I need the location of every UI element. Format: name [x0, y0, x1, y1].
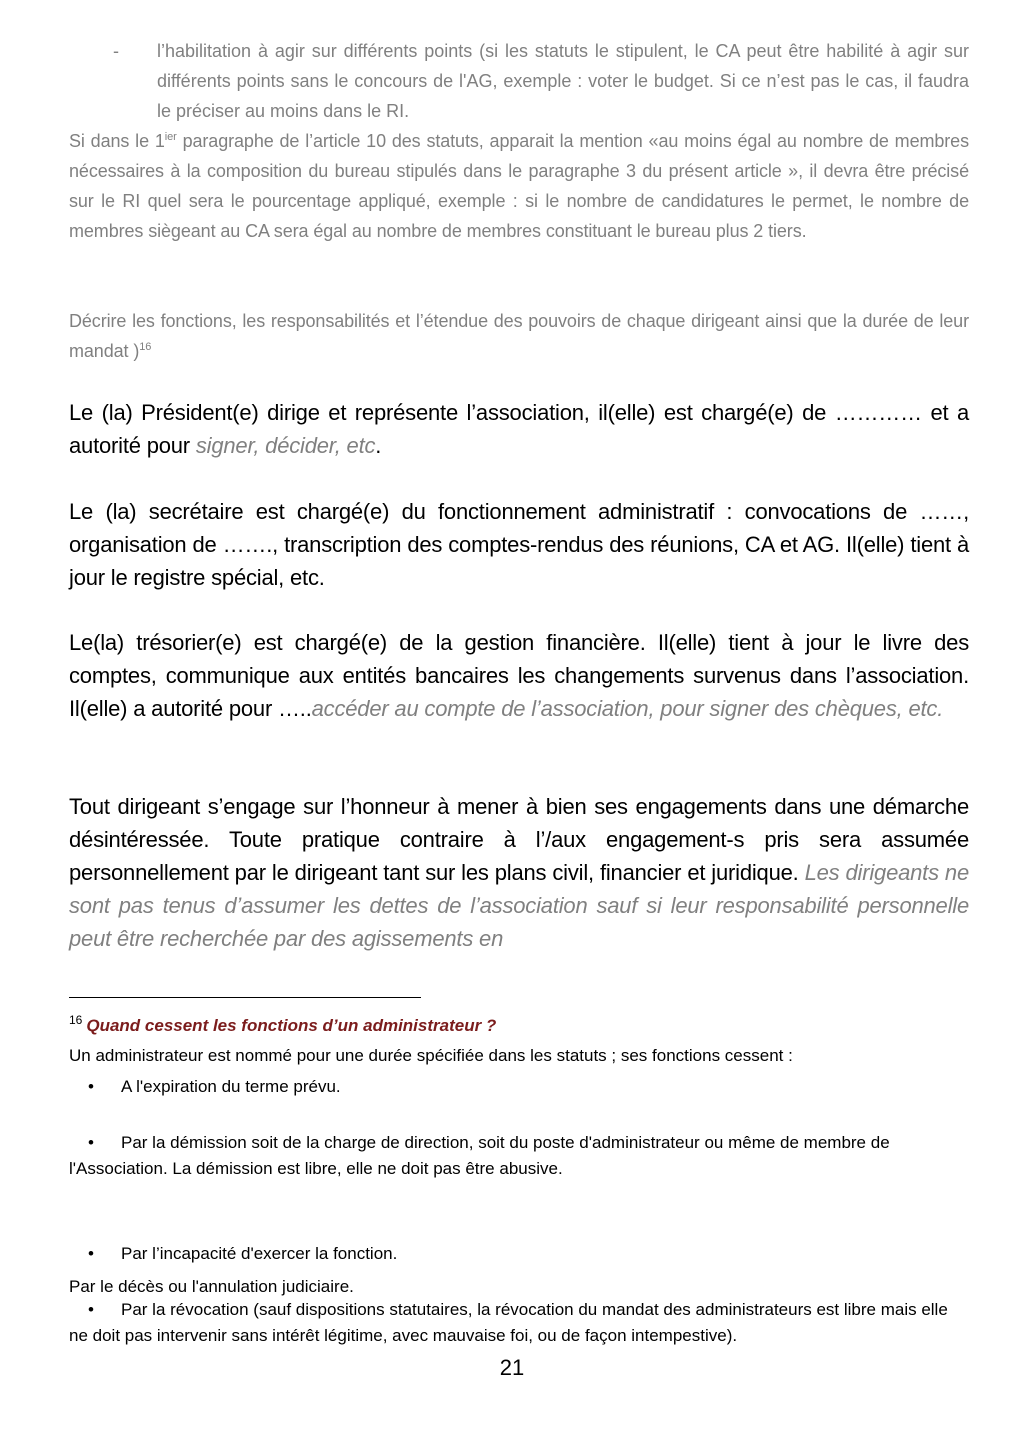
describe-paragraph — [69, 306, 969, 366]
dash-marker: - — [113, 41, 119, 61]
bullet-marker: • — [88, 1300, 94, 1319]
secretary-paragraph — [69, 495, 969, 594]
treasurer-paragraph — [69, 626, 969, 725]
ordinal-superscript: ier — [164, 131, 177, 143]
intro-text-rest: paragraphe de l’article 10 des statuts, apparait la mention «au moins égal au nombre de membres nécessaires à la composition du bureau stipulés dans le paragraphe 3 du présent article », il devra être précisé sur le RI quel sera le pourcentage appliqué, exemple : si le nombre de candidatures le permet, le nombre de membres siègeant au CA sera égal au nombre de membres constituant le bureau plus 2 tiers. — [69, 131, 969, 241]
bullet-text: Par la démission soit de la charge de direction, soit du poste d'administrateur ou même de membre de l'Association. La démission est libre, elle ne doit pas être abusive. — [69, 1133, 890, 1178]
footnote-number: 16 — [69, 1013, 83, 1028]
footnote-reference: 16 — [139, 341, 152, 353]
bullet-marker: • — [88, 1133, 94, 1152]
dash-list-item — [113, 36, 969, 126]
bullet-marker: • — [88, 1077, 94, 1096]
president-text-end: . — [375, 433, 382, 458]
footnote-last-line — [69, 1274, 969, 1300]
treasurer-italic-text: accéder au compte de l’association, pour signer des chèques, etc. — [311, 696, 944, 721]
president-italic-text: signer, décider, etc — [195, 433, 376, 458]
footnote-bullet-3 — [69, 1241, 969, 1267]
treasurer-text: Le(la) trésorier(e) est chargé(e) de la gestion financière. Il(elle) tient à jour le livre des comptes, communique aux entités bancaires les changements survenus dans l’association. Il(elle) a autorité pour ….. — [69, 630, 969, 721]
footnote-bullet-4 — [69, 1297, 969, 1349]
dash-item-text: l’habilitation à agir sur différents points (si les statuts le stipulent, le CA peut être habilité à agir sur différents points sans le concours de l'AG, exemple : voter le budget. Si ce n’est pas le cas, il faudra le préciser au moins dans le RI. — [157, 41, 969, 121]
president-paragraph — [69, 396, 969, 462]
footnote-title: Quand cessent les fonctions d’un administrateur ? — [86, 1016, 497, 1035]
intro-text-start: Si dans le 1 — [69, 131, 165, 151]
footnote-bullet-2 — [69, 1130, 969, 1182]
bullet-text: Par l’incapacité d'exercer la fonction. — [121, 1244, 398, 1263]
footnote-intro — [69, 1043, 969, 1069]
secretary-text: Le (la) secrétaire est chargé(e) du fonctionnement administratif : convocations de ……, organisation de ……., transcription des comptes-rendus des réunions, CA et AG. Il(elle) tient à jour le registre spécial, etc. — [69, 499, 969, 590]
describe-text: Décrire les fonctions, les responsabilités et l’étendue des pouvoirs de chaque dirigeant ainsi que la durée de leur mandat ) — [69, 311, 969, 361]
leader-italic-text: Les dirigeants ne sont pas tenus d’assumer les dettes de l’association sauf si leur responsabilité personnelle peut être recherchée par des agissements en — [69, 860, 969, 951]
footnote-intro-text: Un administrateur est nommé pour une durée spécifiée dans les statuts ; ses fonctions cessent : — [69, 1046, 793, 1065]
intro-paragraph — [69, 126, 969, 246]
footnote-separator — [69, 997, 421, 998]
president-text: Le (la) Président(e) dirige et représente l’association, il(elle) est chargé(e) de ………… et a autorité pour — [69, 400, 969, 458]
bullet-text: A l'expiration du terme prévu. — [121, 1077, 341, 1096]
footnote-heading — [69, 1013, 969, 1039]
footnote-bullet-1 — [69, 1074, 969, 1100]
bullet-text: Par la révocation (sauf dispositions statutaires, la révocation du mandat des administrateurs est libre mais elle ne doit pas intervenir sans intérêt légitime, avec mauvaise foi, ou de façon intempestive). — [69, 1300, 948, 1345]
leader-paragraph — [69, 790, 969, 955]
footnote-last-line-text: Par le décès ou l'annulation judiciaire. — [69, 1277, 354, 1296]
page-number: 21 — [499, 1355, 525, 1380]
leader-text: Tout dirigeant s’engage sur l’honneur à mener à bien ses engagements dans une démarche désintéressée. Toute pratique contraire à l’/aux engagement-s pris sera assumée personnellement par le dirigeant tant sur les plans civil, financier et juridique. — [69, 794, 969, 885]
bullet-marker: • — [88, 1244, 94, 1263]
